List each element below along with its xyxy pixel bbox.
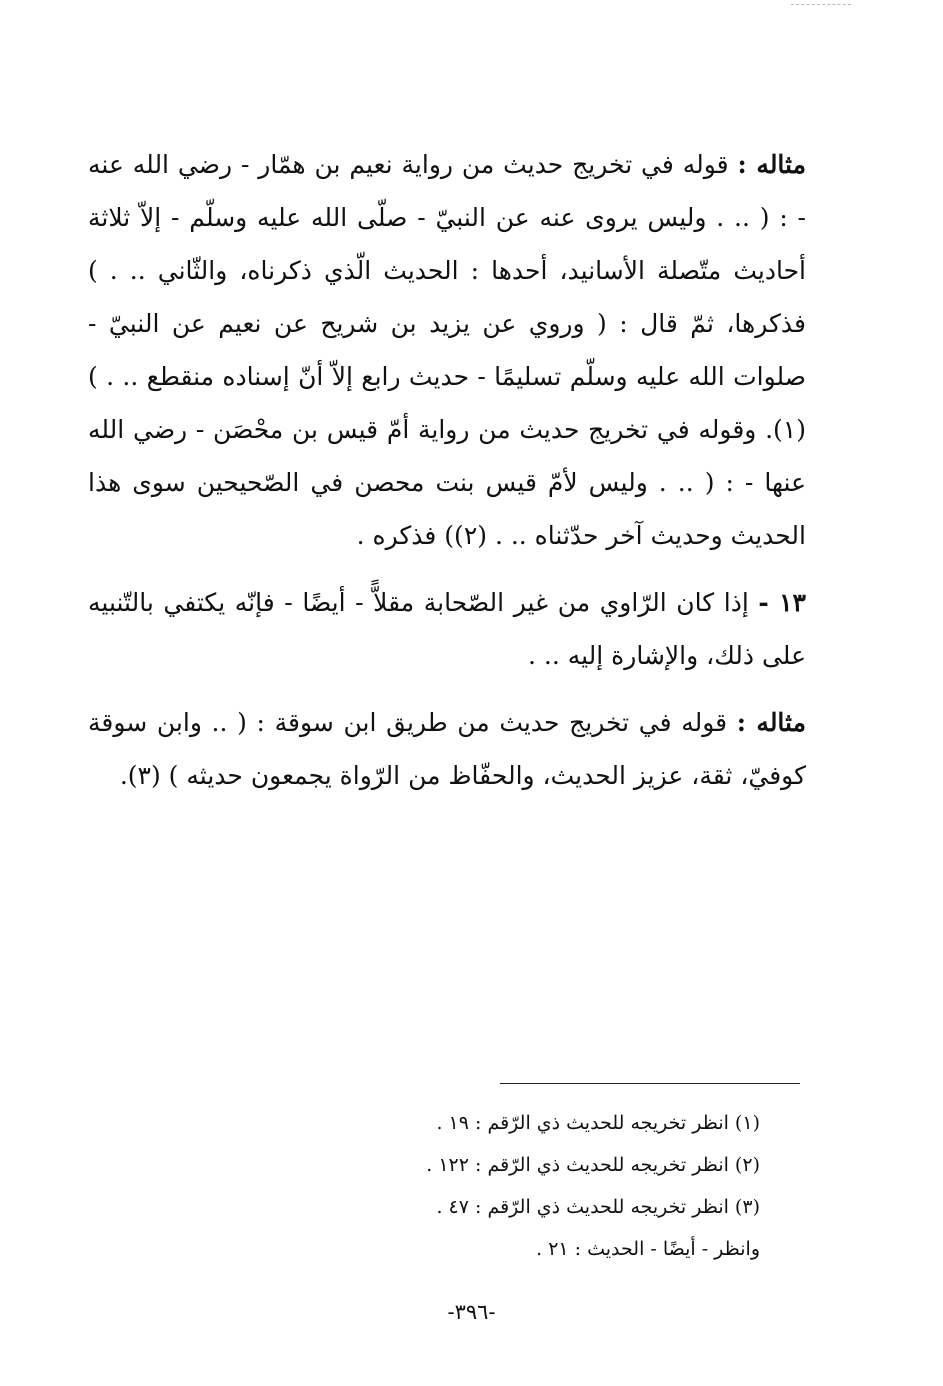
paragraph-example-2 — [88, 696, 806, 802]
footnote-divider — [500, 1083, 800, 1084]
scan-edge-mark — [791, 4, 851, 5]
paragraph-text: إذا كان الرّاوي من غير الصّحابة مقلاًّ - أيضًا - فإنّه يكتفي بالتّنبيه على ذلك، والإشارة إليه .. . — [88, 588, 806, 670]
paragraph-example-1 — [88, 138, 806, 562]
rule-number: ١٣ - — [758, 588, 806, 617]
footnote-1: (١) انظر تخريجه للحديث ذي الرّقم : ١٩ . — [436, 1112, 760, 1134]
paragraph-text: قوله في تخريج حديث من رواية نعيم بن همّار - رضي الله عنه - : ( .. . وليس يروى عنه عن النبيّ - صلّى الله عليه وسلّم - إلاّ ثلاثة أحاديث متّصلة الأسانيد، أحدها : الحديث الّذي ذكرناه، والثّاني .. . ) فذكرها، ثمّ قال : ( وروي عن يزيد بن شريح عن نعيم عن النبيّ - صلوات الله عليه وسلّم تسليمًا - حديث رابع إلاّ أنّ إسناده منقطع .. . ) (١). وقوله في تخريج حديث من رواية أمّ قيس بن محْصَن - رضي الله عنها - : ( .. . وليس لأمّ قيس بنت محصن في الصّحيحين سوى هذا الحديث وحديث آخر حدّثناه .. . (٢)) فذكره . — [88, 150, 806, 550]
paragraph-rule-13 — [88, 576, 806, 682]
footnote-3: (٣) انظر تخريجه للحديث ذي الرّقم : ٤٧ . — [436, 1196, 760, 1218]
page-number: -٣٩٦- — [447, 1300, 496, 1324]
paragraph-lead: مثاله : — [736, 708, 806, 737]
paragraph-lead: مثاله : — [737, 150, 806, 179]
footnote-2: (٢) انظر تخريجه للحديث ذي الرّقم : ١٢٢ . — [426, 1154, 760, 1176]
footnote-3-continuation: وانظر - أيضًا - الحديث : ٢١ . — [536, 1238, 760, 1260]
paragraph-text: قوله في تخريج حديث من طريق ابن سوقة : ( .. وابن سوقة كوفيّ، ثقة، عزيز الحديث، والحفّاظ من الرّواة يجمعون حديثه ) (٣). — [88, 708, 806, 790]
footnotes-section — [300, 1102, 760, 1270]
main-text-body — [88, 138, 806, 802]
